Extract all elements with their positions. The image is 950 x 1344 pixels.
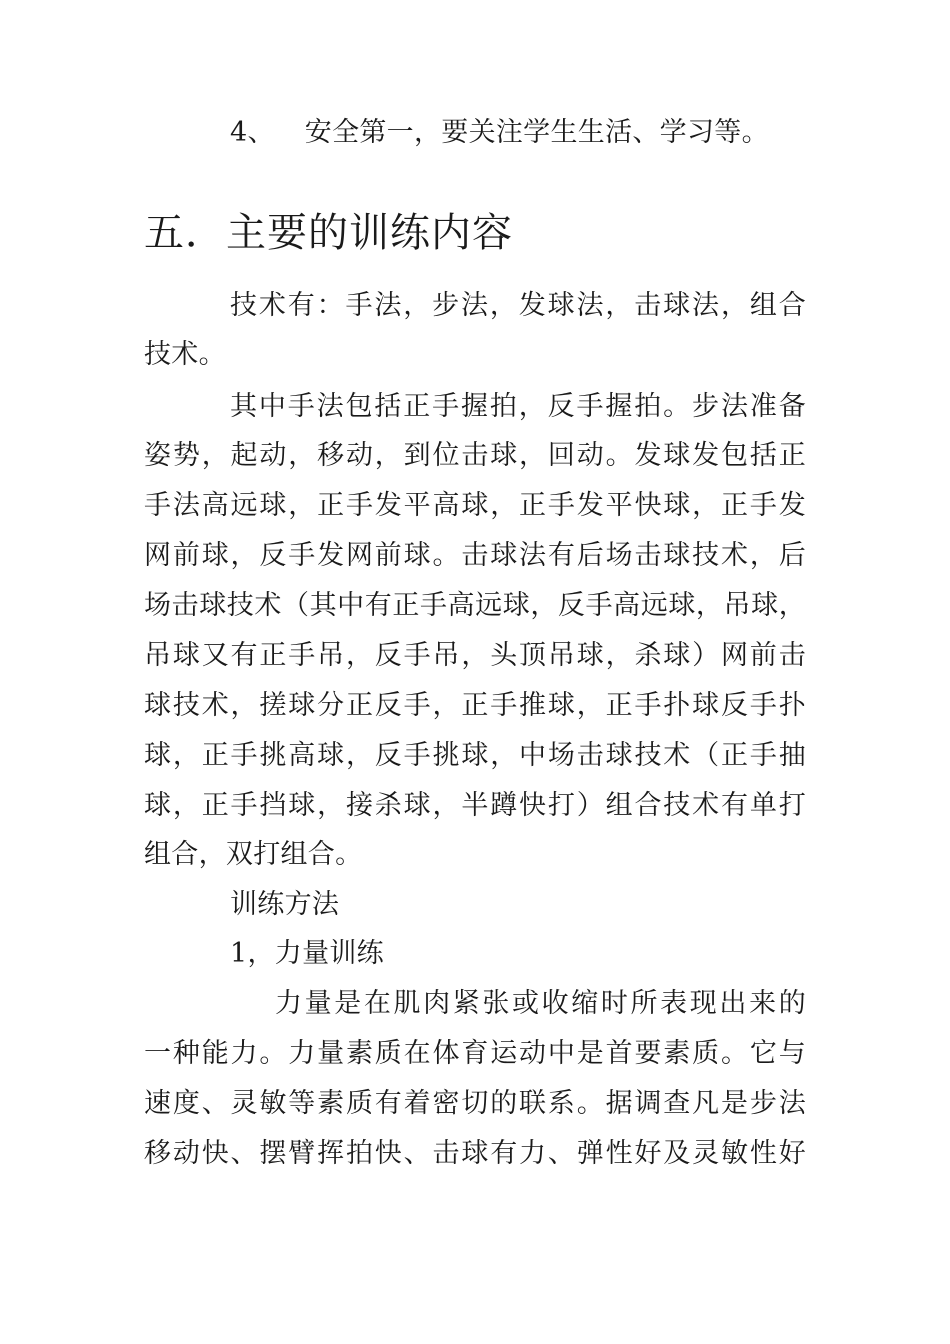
paragraph-2-line-5 [144,589,806,623]
paragraph-2-line-1-text: 其中手法包括正手握拍，反手握拍。步法准备 [230,391,806,422]
paragraph-2-line-7-text: 球技术，搓球分正反手，正手推球，正手扑球反手扑 [144,690,806,721]
paragraph-2-line-6 [144,639,806,673]
paragraph-2-line-2 [144,439,806,473]
paragraph-3-line-3-text: 速度、灵敏等素质有着密切的联系。据调查凡是步法 [144,1088,806,1119]
paragraph-2-line-10: 组合，双打组合。 [144,839,363,870]
paragraph-3-line-2 [144,1037,806,1071]
paragraph-2-line-4 [144,539,806,573]
paragraph-3-line-3 [144,1087,806,1121]
paragraph-3-line-1-text: 力量是在肌肉紧张或收缩时所表现出来的 [275,988,806,1019]
paragraph-2-line-7 [144,689,806,723]
paragraph-2-line-6-text: 吊球又有正手吊，反手吊，头顶吊球，杀球）网前击 [144,640,806,671]
list-item-text: 安全第一，要关注学生生活、学习等。 [304,117,769,148]
section-heading: 五．主要的训练内容 [144,210,513,256]
paragraph-1-line-2: 技术。 [144,339,226,370]
paragraph-2-line-3-text: 手法高远球，正手发平高球，正手发平快球，正手发 [144,490,806,521]
paragraph-2-line-2-text: 姿势，起动，移动，到位击球，回动。发球发包括正 [144,440,806,471]
paragraph-2-line-1 [230,390,806,424]
paragraph-1-line-1-text: 技术有：手法，步法，发球法，击球法，组合 [230,290,806,321]
paragraph-3-line-4 [144,1137,806,1171]
list-item-number: 4、 [230,117,275,148]
paragraph-2-line-3 [144,489,806,523]
paragraph-2-line-8 [144,739,806,773]
paragraph-2-line-5-text: 场击球技术（其中有正手高远球，反手高远球，吊球， [144,590,806,621]
subheading-strength-training: 1，力量训练 [230,938,384,969]
subheading-training-methods: 训练方法 [230,889,340,920]
paragraph-3-line-1 [275,987,806,1021]
paragraph-1-line-1 [230,289,806,323]
paragraph-2-line-4-text: 网前球，反手发网前球。击球法有后场击球技术，后 [144,540,806,571]
paragraph-2-line-9 [144,789,806,823]
list-item-4 [230,116,769,150]
paragraph-3-line-4-text: 移动快、摆臂挥拍快、击球有力、弹性好及灵敏性好 [144,1138,806,1169]
paragraph-2-line-8-text: 球，正手挑高球，反手挑球，中场击球技术（正手抽 [144,740,806,771]
paragraph-2-line-9-text: 球，正手挡球，接杀球，半蹲快打）组合技术有单打 [144,790,806,821]
paragraph-3-line-2-text: 一种能力。力量素质在体育运动中是首要素质。它与 [144,1038,806,1069]
